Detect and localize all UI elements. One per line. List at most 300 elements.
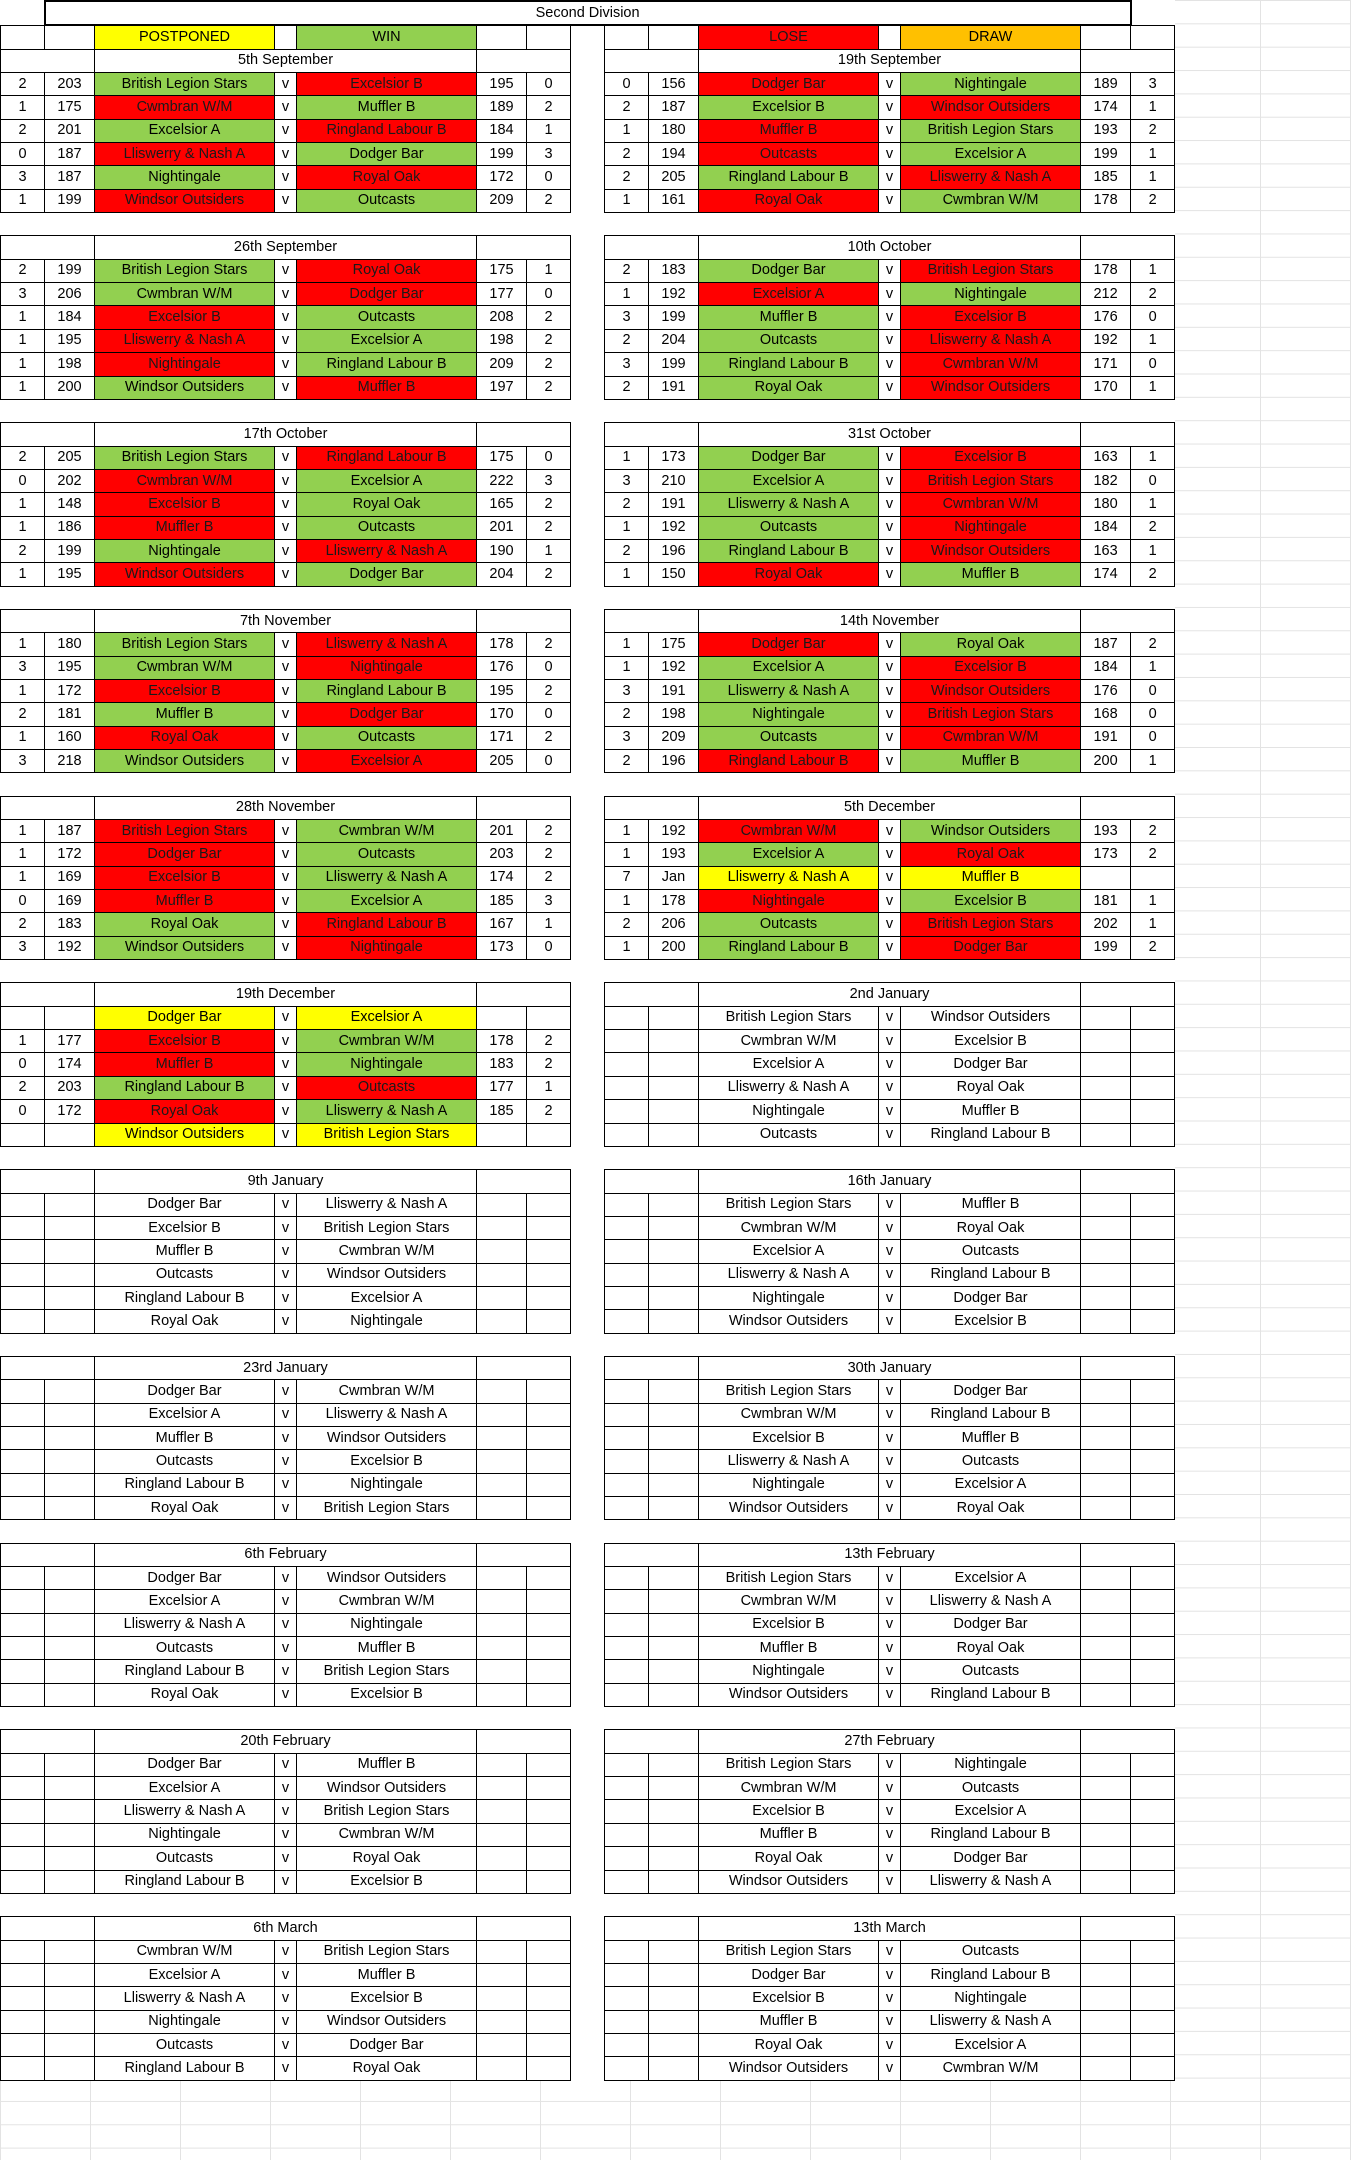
away-team: Windsor Outsiders (297, 1567, 477, 1590)
away-points (527, 1286, 571, 1309)
versus: v (275, 656, 297, 679)
home-score: 195 (45, 563, 95, 586)
away-score: 199 (1081, 143, 1131, 166)
versus: v (879, 259, 901, 282)
versus: v (275, 516, 297, 539)
away-team: Excelsior B (297, 1987, 477, 2010)
home-score (649, 1753, 699, 1776)
home-team: Ringland Labour B (95, 1473, 275, 1496)
away-team: Royal Oak (901, 633, 1081, 656)
round-date: 9th January (95, 1170, 477, 1193)
fixture-row (1, 166, 1175, 189)
home-score: 183 (649, 259, 699, 282)
home-team: Excelsior B (95, 1030, 275, 1053)
home-team: British Legion Stars (95, 73, 275, 96)
away-points (1131, 1613, 1175, 1636)
away-team: Dodger Bar (297, 563, 477, 586)
away-team: Lliswerry & Nash A (901, 329, 1081, 352)
away-points (1131, 1403, 1175, 1426)
versus: v (275, 1847, 297, 1870)
versus: v (275, 820, 297, 843)
home-team: Ringland Labour B (699, 750, 879, 773)
home-points: 0 (1, 890, 45, 913)
fixture-row (1, 1637, 1175, 1660)
versus: v (879, 376, 901, 399)
home-score: 177 (45, 1030, 95, 1053)
fixture-row (1, 143, 1175, 166)
home-score (45, 1753, 95, 1776)
home-score: 200 (45, 376, 95, 399)
home-points (605, 1660, 649, 1683)
away-score: 189 (477, 96, 527, 119)
away-team: Excelsior A (297, 750, 477, 773)
home-score: 183 (45, 913, 95, 936)
home-points: 3 (1, 750, 45, 773)
home-points: 1 (1, 843, 45, 866)
away-score (1081, 1987, 1131, 2010)
away-team: Cwmbran W/M (901, 353, 1081, 376)
away-score: 175 (477, 446, 527, 469)
versus: v (879, 1590, 901, 1613)
away-score: 209 (477, 189, 527, 212)
home-team: Lliswerry & Nash A (699, 1450, 879, 1473)
away-score (1081, 1006, 1131, 1029)
fixture-row (1, 1823, 1175, 1846)
away-score (477, 1823, 527, 1846)
away-points: 2 (1131, 936, 1175, 959)
versus: v (275, 1053, 297, 1076)
versus: v (879, 1800, 901, 1823)
away-points: 2 (1131, 283, 1175, 306)
home-team: British Legion Stars (95, 820, 275, 843)
home-points (605, 1590, 649, 1613)
home-team: Dodger Bar (95, 1753, 275, 1776)
home-score: 195 (45, 656, 95, 679)
versus: v (879, 493, 901, 516)
home-score: 199 (45, 259, 95, 282)
away-team: Muffler B (297, 1963, 477, 1986)
home-points: 1 (605, 890, 649, 913)
away-team: Nightingale (297, 1473, 477, 1496)
away-score (477, 1777, 527, 1800)
home-score: 199 (45, 539, 95, 562)
away-score: 176 (1081, 306, 1131, 329)
away-team: Outcasts (297, 516, 477, 539)
home-points: 3 (1, 936, 45, 959)
away-score (477, 1497, 527, 1520)
home-score (649, 1380, 699, 1403)
home-points (1, 1800, 45, 1823)
away-team: British Legion Stars (297, 1660, 477, 1683)
away-team: Excelsior B (901, 446, 1081, 469)
away-team: Lliswerry & Nash A (297, 1100, 477, 1123)
versus: v (879, 1753, 901, 1776)
home-points (605, 1963, 649, 1986)
home-score: 178 (649, 890, 699, 913)
versus: v (275, 1263, 297, 1286)
home-points: 3 (605, 353, 649, 376)
away-score: 195 (477, 679, 527, 702)
versus: v (275, 1473, 297, 1496)
away-points: 2 (1131, 516, 1175, 539)
home-team: Lliswerry & Nash A (95, 1800, 275, 1823)
home-score (45, 1800, 95, 1823)
away-points: 3 (527, 469, 571, 492)
away-points (1131, 2033, 1175, 2056)
away-score: 173 (1081, 843, 1131, 866)
home-team: Ringland Labour B (95, 1870, 275, 1893)
away-points (1131, 1847, 1175, 1870)
fixtures-body (1, 1, 1175, 2080)
versus: v (879, 189, 901, 212)
away-score: 208 (477, 306, 527, 329)
home-team: Dodger Bar (699, 1963, 879, 1986)
versus: v (879, 703, 901, 726)
round-date-row (1, 49, 1175, 72)
fixture-row (1, 703, 1175, 726)
home-score: 175 (649, 633, 699, 656)
away-points: 2 (527, 1100, 571, 1123)
away-score: 203 (477, 843, 527, 866)
round-date: 13th February (699, 1543, 1081, 1566)
fixture-row (1, 1473, 1175, 1496)
away-team: Dodger Bar (901, 1286, 1081, 1309)
home-team: Outcasts (699, 516, 879, 539)
away-points (1131, 2057, 1175, 2080)
versus: v (275, 259, 297, 282)
home-score (45, 1263, 95, 1286)
away-score (477, 1006, 527, 1029)
away-team: Cwmbran W/M (901, 2057, 1081, 2080)
home-points (1, 2057, 45, 2080)
away-points: 2 (1131, 563, 1175, 586)
away-points: 0 (527, 73, 571, 96)
home-points (605, 1683, 649, 1706)
away-team: Cwmbran W/M (901, 493, 1081, 516)
home-team: Ringland Labour B (699, 166, 879, 189)
spacer-row (1, 399, 1175, 422)
home-points: 2 (1, 1076, 45, 1099)
away-score: 193 (1081, 119, 1131, 142)
home-team: Excelsior A (95, 119, 275, 142)
home-team: Outcasts (699, 1123, 879, 1146)
fixture-row (1, 446, 1175, 469)
away-score (477, 1216, 527, 1239)
home-score (649, 1613, 699, 1636)
away-points (527, 1450, 571, 1473)
home-score: 199 (45, 189, 95, 212)
home-score: 201 (45, 119, 95, 142)
home-score (649, 1216, 699, 1239)
home-score (45, 1590, 95, 1613)
versus: v (275, 1590, 297, 1613)
away-points: 0 (1131, 679, 1175, 702)
home-points: 0 (605, 73, 649, 96)
away-team: Muffler B (901, 750, 1081, 773)
away-points: 3 (527, 890, 571, 913)
home-points (605, 1777, 649, 1800)
round-date: 6th March (95, 1917, 477, 1940)
home-team: Nightingale (95, 1823, 275, 1846)
home-team: Nightingale (699, 1286, 879, 1309)
away-score (477, 1590, 527, 1613)
home-team: Royal Oak (95, 1100, 275, 1123)
home-score (45, 1450, 95, 1473)
away-team: Ringland Labour B (901, 1263, 1081, 1286)
home-score: 199 (649, 353, 699, 376)
home-score (45, 2033, 95, 2056)
home-team: Windsor Outsiders (699, 1870, 879, 1893)
away-score: 171 (1081, 353, 1131, 376)
versus: v (275, 843, 297, 866)
away-points: 2 (1131, 820, 1175, 843)
home-team: Nightingale (95, 353, 275, 376)
away-team: Muffler B (901, 1100, 1081, 1123)
away-score: 174 (1081, 96, 1131, 119)
versus: v (879, 1613, 901, 1636)
away-team: Muffler B (297, 96, 477, 119)
away-score: 185 (477, 1100, 527, 1123)
away-team: Royal Oak (297, 2057, 477, 2080)
versus: v (879, 1053, 901, 1076)
fixture-row (1, 1660, 1175, 1683)
away-team: Dodger Bar (901, 936, 1081, 959)
home-score (649, 2010, 699, 2033)
home-team: Royal Oak (699, 376, 879, 399)
away-points (1131, 1823, 1175, 1846)
round-date-row (1, 1356, 1175, 1379)
home-team: British Legion Stars (699, 1193, 879, 1216)
versus: v (879, 1870, 901, 1893)
home-points (1, 1613, 45, 1636)
versus: v (275, 1613, 297, 1636)
home-team: Outcasts (95, 1450, 275, 1473)
home-team: Excelsior A (95, 1403, 275, 1426)
home-points: 2 (605, 493, 649, 516)
fixture-row (1, 1263, 1175, 1286)
away-points (527, 1590, 571, 1613)
home-team: Ringland Labour B (699, 936, 879, 959)
round-date: 31st October (699, 423, 1081, 446)
fixture-row (1, 1940, 1175, 1963)
home-team: Muffler B (699, 2010, 879, 2033)
away-score (1081, 1613, 1131, 1636)
home-points: 2 (605, 376, 649, 399)
home-score (649, 1053, 699, 1076)
away-team: Outcasts (297, 726, 477, 749)
away-score (1081, 1777, 1131, 1800)
versus: v (879, 1240, 901, 1263)
versus: v (879, 1823, 901, 1846)
versus: v (275, 1006, 297, 1029)
home-score (649, 1497, 699, 1520)
away-score (1081, 1426, 1131, 1449)
away-team: Royal Oak (901, 1076, 1081, 1099)
home-team: Royal Oak (699, 1847, 879, 1870)
away-team: Royal Oak (297, 259, 477, 282)
away-score (1081, 1637, 1131, 1660)
versus: v (879, 1963, 901, 1986)
versus: v (879, 750, 901, 773)
home-team: Dodger Bar (95, 1006, 275, 1029)
away-team: Nightingale (901, 516, 1081, 539)
away-points: 1 (527, 119, 571, 142)
home-points: 1 (1, 376, 45, 399)
away-team: Dodger Bar (297, 2033, 477, 2056)
home-score (45, 2010, 95, 2033)
spacer-row (1, 1893, 1175, 1916)
versus: v (879, 1660, 901, 1683)
fixture-row (1, 1310, 1175, 1333)
home-points: 2 (605, 539, 649, 562)
home-points (1, 1777, 45, 1800)
home-points: 3 (1, 656, 45, 679)
home-team: Excelsior A (95, 1963, 275, 1986)
home-score (649, 1240, 699, 1263)
away-points (1131, 1100, 1175, 1123)
away-points (1131, 1263, 1175, 1286)
home-team: Outcasts (699, 913, 879, 936)
versus: v (879, 1637, 901, 1660)
home-team: Royal Oak (699, 2033, 879, 2056)
home-team: British Legion Stars (699, 1940, 879, 1963)
away-points (527, 1240, 571, 1263)
fixture-row (1, 726, 1175, 749)
away-points (1131, 1030, 1175, 1053)
away-score (1081, 1823, 1131, 1846)
away-score: 192 (1081, 329, 1131, 352)
away-score (477, 1193, 527, 1216)
home-score (45, 1473, 95, 1496)
away-points (527, 2033, 571, 2056)
versus: v (879, 1403, 901, 1426)
away-score (1081, 1403, 1131, 1426)
home-team: Ringland Labour B (95, 2057, 275, 2080)
away-team: Excelsior A (901, 2033, 1081, 2056)
away-score: 167 (477, 913, 527, 936)
versus: v (879, 726, 901, 749)
versus: v (879, 1076, 901, 1099)
home-score: 210 (649, 469, 699, 492)
home-points (605, 1286, 649, 1309)
away-points (527, 1426, 571, 1449)
home-points: 1 (605, 656, 649, 679)
home-score (649, 1660, 699, 1683)
fixture-row (1, 1753, 1175, 1776)
home-score (649, 1403, 699, 1426)
home-score (45, 1987, 95, 2010)
away-points (1131, 1380, 1175, 1403)
home-score: 187 (45, 143, 95, 166)
away-team: Excelsior A (901, 1800, 1081, 1823)
away-score (1081, 1123, 1131, 1146)
versus: v (275, 936, 297, 959)
versus: v (275, 679, 297, 702)
versus: v (275, 1870, 297, 1893)
away-team: Lliswerry & Nash A (901, 1590, 1081, 1613)
away-score (1081, 1473, 1131, 1496)
home-points (605, 1567, 649, 1590)
home-team: Nightingale (699, 703, 879, 726)
home-score: 172 (45, 843, 95, 866)
away-score (477, 1450, 527, 1473)
away-team: Excelsior A (297, 1286, 477, 1309)
versus: v (275, 1660, 297, 1683)
away-score (477, 1240, 527, 1263)
away-points (527, 1987, 571, 2010)
away-points (1131, 1870, 1175, 1893)
away-team: British Legion Stars (297, 1940, 477, 1963)
home-team: Lliswerry & Nash A (699, 1076, 879, 1099)
home-team: Outcasts (95, 1637, 275, 1660)
away-score: 181 (1081, 890, 1131, 913)
versus: v (879, 1426, 901, 1449)
away-team: Excelsior A (901, 143, 1081, 166)
versus: v (879, 1777, 901, 1800)
away-points (1131, 2010, 1175, 2033)
home-score: 205 (649, 166, 699, 189)
home-points (1, 1987, 45, 2010)
home-points (605, 1753, 649, 1776)
versus: v (879, 1567, 901, 1590)
away-points (527, 1216, 571, 1239)
away-points: 1 (527, 539, 571, 562)
away-score (1081, 1753, 1131, 1776)
home-points (605, 1100, 649, 1123)
home-points: 1 (1, 726, 45, 749)
home-points: 1 (1, 306, 45, 329)
home-score: 172 (45, 1100, 95, 1123)
home-score: 205 (45, 446, 95, 469)
away-points (527, 1497, 571, 1520)
away-team: Excelsior B (297, 1683, 477, 1706)
fixture-row (1, 913, 1175, 936)
home-score (45, 1870, 95, 1893)
away-score: 174 (477, 866, 527, 889)
home-team: Dodger Bar (699, 259, 879, 282)
home-points (605, 1987, 649, 2010)
away-team: Excelsior A (901, 1473, 1081, 1496)
away-team: Ringland Labour B (901, 1123, 1081, 1146)
away-score: 185 (477, 890, 527, 913)
fixture-row (1, 329, 1175, 352)
away-score (477, 1380, 527, 1403)
away-team: Muffler B (297, 1637, 477, 1660)
fixture-row (1, 1800, 1175, 1823)
home-team: Excelsior A (95, 1777, 275, 1800)
away-score (1081, 1030, 1131, 1053)
away-score: 202 (1081, 913, 1131, 936)
versus: v (275, 1987, 297, 2010)
away-points (1131, 1426, 1175, 1449)
home-score: 184 (45, 306, 95, 329)
home-points: 2 (605, 329, 649, 352)
home-score: 181 (45, 703, 95, 726)
away-score: 178 (1081, 189, 1131, 212)
away-points (527, 1963, 571, 1986)
away-team: British Legion Stars (901, 913, 1081, 936)
versus: v (879, 1030, 901, 1053)
away-points: 0 (527, 446, 571, 469)
versus: v (275, 1240, 297, 1263)
away-score: 187 (1081, 633, 1131, 656)
home-points (605, 1800, 649, 1823)
away-team: Outcasts (901, 1777, 1081, 1800)
home-score: 196 (649, 539, 699, 562)
away-points: 0 (527, 656, 571, 679)
fixture-row (1, 1987, 1175, 2010)
round-date: 2nd January (699, 983, 1081, 1006)
